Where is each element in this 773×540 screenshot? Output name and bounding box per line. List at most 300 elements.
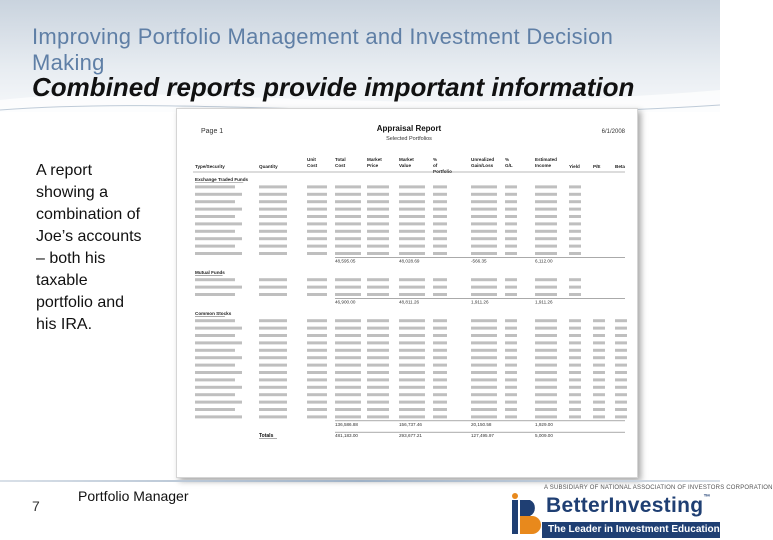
report-cell-market-value <box>399 286 425 289</box>
report-cell-pe <box>593 408 605 411</box>
report-cell-pct-gl <box>505 319 517 322</box>
report-cell-yield <box>569 341 581 344</box>
report-cell-income <box>535 208 557 211</box>
report-cell-market-value <box>399 252 425 255</box>
report-cell-quantity <box>259 286 287 289</box>
report-column-header: % <box>433 157 438 162</box>
report-cell-yield <box>569 230 581 233</box>
logo-name: BetterInvesting™ <box>546 494 711 517</box>
body-text: A report showing a combination of Joe’s accounts – both his taxable portfolio and his IRA. <box>36 162 142 333</box>
report-subtotal-market-value: 156,737.46 <box>399 421 422 427</box>
report-cell-market-price <box>367 386 389 389</box>
report-cell-gain-loss <box>471 200 497 203</box>
report-cell-market-value <box>399 334 425 337</box>
report-cell-quantity <box>259 185 287 188</box>
report-cell-pct-gl <box>505 215 517 218</box>
report-cell-pct-portfolio <box>433 371 447 374</box>
report-column-header: Portfolio <box>433 169 452 174</box>
report-column-header: Cost <box>307 163 318 168</box>
report-cell-unit-cost <box>307 349 327 352</box>
report-column-header: Market <box>367 157 382 162</box>
report-cell-gain-loss <box>471 327 497 330</box>
report-cell-security <box>195 364 235 367</box>
report-column-header: % <box>505 157 510 162</box>
report-cell-gain-loss <box>471 356 497 359</box>
report-cell-yield <box>569 356 581 359</box>
report-cell-yield <box>569 415 581 418</box>
report-cell-gain-loss <box>471 401 497 404</box>
report-cell-pct-portfolio <box>433 364 447 367</box>
report-cell-pct-portfolio <box>433 293 447 296</box>
report-cell-gain-loss <box>471 252 497 255</box>
report-cell-market-price <box>367 200 389 203</box>
report-cell-pct-portfolio <box>433 401 447 404</box>
report-cell-total-cost <box>335 393 361 396</box>
report-subtotal-income: 6,112.00 <box>535 258 553 264</box>
report-cell-pct-gl <box>505 364 517 367</box>
report-cell-market-price <box>367 278 389 281</box>
report-cell-total-cost <box>335 349 361 352</box>
report-cell-market-price <box>367 215 389 218</box>
report-cell-quantity <box>259 200 287 203</box>
report-column-header: Market <box>399 157 414 162</box>
report-cell-total-cost <box>335 408 361 411</box>
report-cell-pct-portfolio <box>433 408 447 411</box>
report-cell-income <box>535 293 557 296</box>
report-cell-yield <box>569 319 581 322</box>
report-subtitle: Selected Portfolios <box>386 136 432 142</box>
slide-subtitle: Combined reports provide important information <box>32 72 635 102</box>
report-column-header: Beta <box>615 164 625 169</box>
report-cell-security <box>195 237 242 240</box>
report-cell-market-price <box>367 293 389 296</box>
report-cell-market-price <box>367 393 389 396</box>
report-cell-security <box>195 193 242 196</box>
report-column-header: of <box>433 163 438 168</box>
report-column-header: Type/Security <box>195 164 225 169</box>
report-cell-market-value <box>399 193 425 196</box>
report-cell-unit-cost <box>307 327 327 330</box>
report-column-header: Unrealized <box>471 157 495 162</box>
report-cell-unit-cost <box>307 393 327 396</box>
report-cell-total-cost <box>335 208 361 211</box>
report-cell-pe <box>593 356 605 359</box>
report-cell-total-cost <box>335 364 361 367</box>
report-cell-market-value <box>399 200 425 203</box>
report-cell-income <box>535 393 557 396</box>
report-cell-pct-gl <box>505 401 517 404</box>
report-cell-unit-cost <box>307 378 327 381</box>
slide-title: Improving Portfolio Management and Investment Decision Making <box>32 24 614 75</box>
report-cell-pe <box>593 319 605 322</box>
report-cell-pct-gl <box>505 386 517 389</box>
report-cell-pe <box>593 393 605 396</box>
report-cell-unit-cost <box>307 364 327 367</box>
report-column-header: Yield <box>569 164 580 169</box>
report-cell-unit-cost <box>307 293 327 296</box>
report-cell-pct-gl <box>505 208 517 211</box>
report-cell-market-price <box>367 341 389 344</box>
report-subtotal-income: 1,929.00 <box>535 421 553 427</box>
report-cell-market-value <box>399 378 425 381</box>
report-cell-total-cost <box>335 230 361 233</box>
report-cell-yield <box>569 393 581 396</box>
report-cell-pct-portfolio <box>433 378 447 381</box>
report-cell-market-price <box>367 378 389 381</box>
report-cell-total-cost <box>335 371 361 374</box>
report-cell-security <box>195 401 242 404</box>
report-section-heading: Mutual Funds <box>195 269 225 275</box>
report-cell-market-value <box>399 208 425 211</box>
report-cell-market-price <box>367 356 389 359</box>
report-cell-beta <box>615 349 627 352</box>
report-cell-income <box>535 200 557 203</box>
report-cell-market-price <box>367 222 389 225</box>
report-cell-pct-gl <box>505 341 517 344</box>
report-cell-security <box>195 408 235 411</box>
report-cell-unit-cost <box>307 200 327 203</box>
report-cell-total-cost <box>335 334 361 337</box>
report-cell-pct-gl <box>505 222 517 225</box>
report-cell-security <box>195 386 242 389</box>
report-cell-total-cost <box>335 356 361 359</box>
report-title: Appraisal Report <box>376 124 442 133</box>
report-cell-pct-gl <box>505 286 517 289</box>
report-cell-market-price <box>367 364 389 367</box>
report-cell-income <box>535 237 557 240</box>
report-cell-market-value <box>399 415 425 418</box>
report-cell-quantity <box>259 349 287 352</box>
report-cell-pct-gl <box>505 185 517 188</box>
report-cell-market-value <box>399 386 425 389</box>
report-cell-total-cost <box>335 200 361 203</box>
report-cell-unit-cost <box>307 278 327 281</box>
report-cell-market-price <box>367 286 389 289</box>
report-cell-total-cost <box>335 237 361 240</box>
report-cell-gain-loss <box>471 341 497 344</box>
report-cell-unit-cost <box>307 193 327 196</box>
report-cell-pct-gl <box>505 230 517 233</box>
report-cell-market-value <box>399 393 425 396</box>
report-cell-market-price <box>367 193 389 196</box>
report-cell-pct-gl <box>505 293 517 296</box>
report-cell-yield <box>569 252 581 255</box>
report-cell-quantity <box>259 415 287 418</box>
report-cell-income <box>535 401 557 404</box>
report-cell-pct-portfolio <box>433 349 447 352</box>
report-column-header: Estimated <box>535 157 557 162</box>
report-cell-pct-gl <box>505 378 517 381</box>
report-cell-beta <box>615 341 627 344</box>
report-totals-market-value: 293,677.21 <box>399 433 422 439</box>
report-cell-pct-portfolio <box>433 185 447 188</box>
report-cell-market-price <box>367 349 389 352</box>
report-cell-pe <box>593 401 605 404</box>
report-cell-pct-gl <box>505 408 517 411</box>
report-cell-unit-cost <box>307 334 327 337</box>
report-cell-quantity <box>259 222 287 225</box>
report-cell-yield <box>569 208 581 211</box>
report-cell-pct-gl <box>505 252 517 255</box>
report-cell-beta <box>615 327 627 330</box>
report-subtotal-income: 1,911.26 <box>535 299 553 305</box>
report-cell-unit-cost <box>307 252 327 255</box>
report-cell-pct-portfolio <box>433 215 447 218</box>
report-cell-unit-cost <box>307 230 327 233</box>
report-cell-market-value <box>399 222 425 225</box>
report-cell-market-value <box>399 237 425 240</box>
report-cell-quantity <box>259 401 287 404</box>
report-cell-pct-gl <box>505 327 517 330</box>
report-cell-security <box>195 327 242 330</box>
report-cell-pe <box>593 386 605 389</box>
report-subtotal-gain-loss: 20,150.58 <box>471 421 492 427</box>
report-cell-pct-gl <box>505 237 517 240</box>
report-cell-security <box>195 341 242 344</box>
report-cell-market-price <box>367 245 389 248</box>
report-cell-gain-loss <box>471 245 497 248</box>
report-cell-total-cost <box>335 293 361 296</box>
report-cell-unit-cost <box>307 371 327 374</box>
report-cell-pct-portfolio <box>433 245 447 248</box>
report-cell-market-value <box>399 408 425 411</box>
report-cell-yield <box>569 327 581 330</box>
report-cell-security <box>195 222 242 225</box>
report-cell-income <box>535 185 557 188</box>
report-cell-market-price <box>367 334 389 337</box>
report-cell-security <box>195 356 242 359</box>
report-cell-unit-cost <box>307 319 327 322</box>
report-cell-market-value <box>399 293 425 296</box>
report-cell-market-value <box>399 364 425 367</box>
report-cell-total-cost <box>335 341 361 344</box>
report-cell-market-value <box>399 341 425 344</box>
report-cell-unit-cost <box>307 415 327 418</box>
report-subtotal-total-cost: 136,586.88 <box>335 421 358 427</box>
report-cell-income <box>535 415 557 418</box>
report-cell-quantity <box>259 393 287 396</box>
report-cell-quantity <box>259 408 287 411</box>
report-cell-income <box>535 386 557 389</box>
report-cell-pe <box>593 378 605 381</box>
report-cell-income <box>535 230 557 233</box>
report-cell-unit-cost <box>307 356 327 359</box>
report-cell-quantity <box>259 378 287 381</box>
report-cell-pe <box>593 415 605 418</box>
report-cell-pct-portfolio <box>433 237 447 240</box>
report-cell-gain-loss <box>471 193 497 196</box>
report-cell-income <box>535 371 557 374</box>
report-cell-pct-portfolio <box>433 341 447 344</box>
report-cell-security <box>195 319 235 322</box>
report-cell-pct-gl <box>505 356 517 359</box>
report-cell-yield <box>569 215 581 218</box>
report-cell-yield <box>569 334 581 337</box>
report-cell-market-price <box>367 408 389 411</box>
report-cell-market-value <box>399 215 425 218</box>
report-cell-quantity <box>259 230 287 233</box>
report-cell-pe <box>593 327 605 330</box>
report-cell-quantity <box>259 386 287 389</box>
report-cell-yield <box>569 278 581 281</box>
report-cell-income <box>535 408 557 411</box>
logo-tagline: The Leader in Investment Education <box>542 522 720 538</box>
report-cell-yield <box>569 286 581 289</box>
report-cell-security <box>195 215 235 218</box>
report-cell-unit-cost <box>307 208 327 211</box>
report-cell-beta <box>615 393 627 396</box>
report-cell-pct-portfolio <box>433 386 447 389</box>
report-column-header: Value <box>399 163 412 168</box>
report-cell-yield <box>569 378 581 381</box>
report-cell-quantity <box>259 293 287 296</box>
report-cell-yield <box>569 185 581 188</box>
report-cell-beta <box>615 408 627 411</box>
report-cell-pct-portfolio <box>433 278 447 281</box>
report-cell-yield <box>569 364 581 367</box>
report-cell-gain-loss <box>471 222 497 225</box>
report-cell-pct-portfolio <box>433 319 447 322</box>
report-cell-gain-loss <box>471 319 497 322</box>
report-totals-income: 5,009.00 <box>535 433 553 439</box>
report-section-heading: Common Stocks <box>195 310 232 316</box>
report-subtotal-total-cost: 46,900.00 <box>335 299 356 305</box>
report-cell-pct-portfolio <box>433 286 447 289</box>
report-cell-gain-loss <box>471 393 497 396</box>
report-cell-market-price <box>367 415 389 418</box>
report-cell-beta <box>615 401 627 404</box>
report-totals-label: Totals <box>259 433 274 440</box>
report-cell-unit-cost <box>307 185 327 188</box>
report-cell-market-value <box>399 319 425 322</box>
report-column-header: Price <box>367 163 379 168</box>
report-cell-income <box>535 278 557 281</box>
report-cell-security <box>195 334 235 337</box>
report-cell-pe <box>593 371 605 374</box>
report-cell-security <box>195 371 242 374</box>
report-cell-quantity <box>259 252 287 255</box>
report-cell-yield <box>569 245 581 248</box>
report-cell-total-cost <box>335 185 361 188</box>
report-cell-pct-gl <box>505 200 517 203</box>
report-cell-market-price <box>367 371 389 374</box>
report-column-header: Income <box>535 163 552 168</box>
report-subtotal-gain-loss: -566.35 <box>471 258 487 264</box>
report-cell-pct-portfolio <box>433 193 447 196</box>
report-cell-security <box>195 230 235 233</box>
report-cell-security <box>195 208 242 211</box>
report-cell-unit-cost <box>307 401 327 404</box>
report-cell-beta <box>615 386 627 389</box>
report-column-header: P/E <box>593 164 601 169</box>
report-cell-pct-gl <box>505 371 517 374</box>
report-cell-market-price <box>367 252 389 255</box>
report-cell-gain-loss <box>471 293 497 296</box>
report-cell-pct-portfolio <box>433 415 447 418</box>
report-cell-pct-gl <box>505 393 517 396</box>
report-cell-gain-loss <box>471 237 497 240</box>
report-cell-gain-loss <box>471 208 497 211</box>
appraisal-report-image <box>176 108 638 478</box>
report-cell-pe <box>593 349 605 352</box>
report-totals-total-cost: 481,183.00 <box>335 433 358 439</box>
report-subtotal-market-value: 48,811.26 <box>399 299 420 305</box>
report-cell-total-cost <box>335 319 361 322</box>
report-cell-total-cost <box>335 215 361 218</box>
report-cell-total-cost <box>335 222 361 225</box>
report-cell-security <box>195 378 235 381</box>
report-cell-unit-cost <box>307 408 327 411</box>
logo-small-text: A SUBSIDIARY OF NATIONAL ASSOCIATION OF INVESTORS CORPORATION <box>544 485 773 491</box>
report-cell-market-price <box>367 319 389 322</box>
report-cell-gain-loss <box>471 286 497 289</box>
report-column-header: G/L <box>505 163 513 168</box>
report-cell-yield <box>569 193 581 196</box>
report-cell-pct-gl <box>505 278 517 281</box>
report-cell-total-cost <box>335 245 361 248</box>
report-cell-security <box>195 393 235 396</box>
report-cell-security <box>195 200 235 203</box>
report-cell-income <box>535 349 557 352</box>
report-cell-market-price <box>367 208 389 211</box>
report-cell-quantity <box>259 208 287 211</box>
report-cell-gain-loss <box>471 215 497 218</box>
report-cell-unit-cost <box>307 237 327 240</box>
report-cell-yield <box>569 408 581 411</box>
report-cell-yield <box>569 222 581 225</box>
report-cell-pct-portfolio <box>433 393 447 396</box>
report-cell-quantity <box>259 278 287 281</box>
report-cell-income <box>535 193 557 196</box>
report-cell-security <box>195 278 235 281</box>
report-cell-income <box>535 245 557 248</box>
report-cell-total-cost <box>335 378 361 381</box>
report-svg <box>177 109 637 477</box>
report-cell-gain-loss <box>471 386 497 389</box>
report-cell-security <box>195 293 235 296</box>
report-cell-unit-cost <box>307 386 327 389</box>
report-cell-yield <box>569 293 581 296</box>
report-cell-pct-gl <box>505 193 517 196</box>
report-column-header: Unit <box>307 157 316 162</box>
report-cell-gain-loss <box>471 334 497 337</box>
report-cell-gain-loss <box>471 349 497 352</box>
report-cell-yield <box>569 200 581 203</box>
report-cell-pe <box>593 364 605 367</box>
report-cell-total-cost <box>335 386 361 389</box>
report-cell-beta <box>615 415 627 418</box>
report-cell-gain-loss <box>471 415 497 418</box>
report-cell-gain-loss <box>471 371 497 374</box>
report-cell-quantity <box>259 215 287 218</box>
report-cell-pct-portfolio <box>433 356 447 359</box>
report-cell-total-cost <box>335 278 361 281</box>
report-cell-pct-gl <box>505 415 517 418</box>
report-cell-quantity <box>259 245 287 248</box>
report-cell-market-value <box>399 185 425 188</box>
report-cell-income <box>535 356 557 359</box>
report-cell-income <box>535 319 557 322</box>
report-column-header: Total <box>335 157 346 162</box>
report-cell-quantity <box>259 371 287 374</box>
report-cell-security <box>195 415 242 418</box>
logo-mark-icon <box>510 492 544 536</box>
report-cell-pct-portfolio <box>433 252 447 255</box>
report-cell-pct-gl <box>505 245 517 248</box>
report-cell-quantity <box>259 356 287 359</box>
report-cell-yield <box>569 349 581 352</box>
report-subtotal-total-cost: 48,595.05 <box>335 258 356 264</box>
